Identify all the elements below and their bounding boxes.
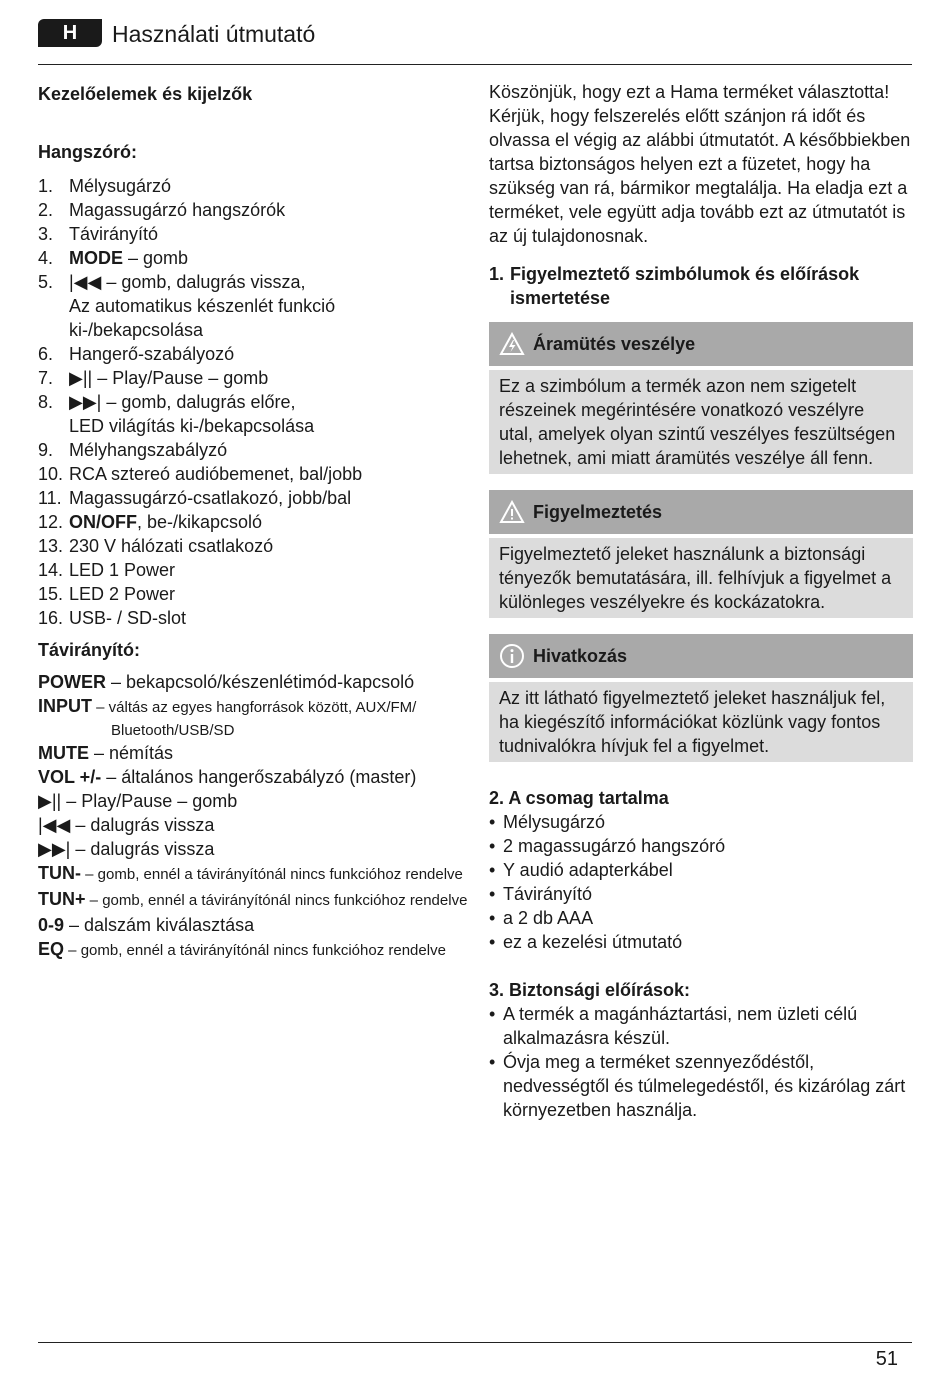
safety-list bbox=[489, 1002, 913, 1122]
button-name: TUN+ bbox=[38, 889, 86, 909]
bullet-icon: • bbox=[489, 908, 496, 928]
list-item bbox=[38, 813, 468, 837]
bullet-icon: • bbox=[489, 1004, 496, 1024]
button-name: INPUT bbox=[38, 696, 92, 716]
list-item bbox=[38, 270, 468, 342]
item-label: |◀◀ – gomb, dalugrás vissza, bbox=[69, 272, 306, 292]
list-item bbox=[38, 462, 468, 486]
bullet-icon: • bbox=[489, 860, 496, 880]
button-name: EQ bbox=[38, 939, 65, 959]
item-text bbox=[69, 198, 468, 222]
list-item bbox=[38, 558, 468, 582]
item-text bbox=[69, 366, 468, 390]
button-description: – dalszám kiválasztása bbox=[64, 915, 255, 935]
list-item-text: ez a kezelési útmutató bbox=[503, 932, 683, 952]
warning-boxes bbox=[489, 322, 913, 762]
item-text bbox=[69, 270, 468, 342]
list-item-text: a 2 db AAA bbox=[503, 908, 594, 928]
item-number: 13. bbox=[38, 536, 64, 556]
list-item bbox=[38, 390, 468, 438]
item-number: 16. bbox=[38, 608, 64, 628]
electric-shock-icon bbox=[499, 332, 533, 356]
button-name: TUN- bbox=[38, 863, 81, 883]
bullet-icon: • bbox=[489, 812, 496, 832]
list-item bbox=[489, 930, 913, 954]
item-text bbox=[69, 582, 468, 606]
item-label-line2: LED világítás ki-/bekapcsolása bbox=[69, 416, 315, 436]
item-label: ▶▶| – gomb, dalugrás előre, bbox=[69, 392, 296, 412]
remote-buttons-list bbox=[38, 670, 468, 963]
item-bold-label: ON/OFF bbox=[69, 512, 137, 532]
button-description-line2: Bluetooth/USB/SD bbox=[111, 722, 235, 739]
symbol-box bbox=[489, 322, 913, 474]
item-number: 5. bbox=[38, 272, 54, 292]
left-column bbox=[38, 80, 468, 963]
page-number: 51 bbox=[875, 1348, 898, 1370]
section1-heading bbox=[489, 262, 913, 310]
item-text bbox=[69, 534, 468, 558]
symbol-box-text: Az itt látható figyelmeztető jeleket használjuk fel, ha kiegészítő információkat közlünk vagy fontos tudnivalókra hívjuk fel a figyelmet. bbox=[489, 682, 913, 762]
symbol-box-title: Figyelmeztetés bbox=[533, 501, 663, 522]
warning-icon bbox=[499, 500, 533, 524]
item-text bbox=[69, 486, 468, 510]
item-label: LED 1 Power bbox=[69, 560, 176, 580]
symbol-box-text: Figyelmeztető jeleket használunk a biztonsági tényezők bemutatására, ill. felhívjuk a figyelmet a különleges veszélyekre és kockázatokra. bbox=[489, 538, 913, 618]
bullet-icon: • bbox=[489, 884, 496, 904]
item-label: Távirányító bbox=[69, 224, 159, 244]
button-description: ▶▶| – dalugrás vissza bbox=[38, 839, 215, 859]
symbol-box-title: Hivatkozás bbox=[533, 645, 628, 666]
speaker-parts-list bbox=[38, 174, 468, 630]
list-item bbox=[38, 534, 468, 558]
item-number: 8. bbox=[38, 392, 54, 412]
item-number: 14. bbox=[38, 560, 64, 580]
page-header bbox=[38, 18, 912, 65]
button-description: ▶|| – Play/Pause – gomb bbox=[38, 791, 238, 811]
item-label: Mélyhangszabályzó bbox=[69, 440, 228, 460]
symbol-box bbox=[489, 490, 913, 618]
section1-title: Figyelmeztető szimbólumok és előírások ismertetése bbox=[510, 264, 860, 308]
list-item bbox=[38, 741, 468, 765]
list-item bbox=[38, 366, 468, 390]
list-item bbox=[38, 198, 468, 222]
item-number: 3. bbox=[38, 224, 54, 244]
button-description: – bekapcsoló/készenlétimód-kapcsoló bbox=[106, 672, 415, 692]
item-number: 6. bbox=[38, 344, 54, 364]
list-item-text: Mélysugárzó bbox=[503, 812, 606, 832]
item-label: ▶|| – Play/Pause – gomb bbox=[69, 368, 269, 388]
button-description: – gomb, ennél a távirányítónál nincs funkcióhoz rendelve bbox=[85, 892, 468, 909]
item-label: RCA sztereó audióbemenet, bal/jobb bbox=[69, 464, 363, 484]
list-item bbox=[489, 906, 913, 930]
list-item bbox=[38, 765, 468, 789]
list-item bbox=[38, 174, 468, 198]
list-item bbox=[38, 789, 468, 813]
list-item bbox=[489, 834, 913, 858]
list-item-text: 2 magassugárzó hangszóró bbox=[503, 836, 726, 856]
item-text bbox=[69, 246, 468, 270]
button-description: – gomb, ennél a távirányítónál nincs funkcióhoz rendelve bbox=[64, 942, 446, 959]
button-name: MUTE bbox=[38, 743, 89, 763]
package-contents-list bbox=[489, 810, 913, 954]
controls-heading: Kezelőelemek és kijelzők bbox=[38, 84, 253, 104]
list-item-text: A termék a magánháztartási, nem üzleti célú alkalmazásra készül. bbox=[503, 1004, 858, 1048]
section3-title: 3. Biztonsági előírások: bbox=[489, 980, 691, 1000]
item-text bbox=[69, 222, 468, 246]
item-text bbox=[69, 438, 468, 462]
remote-heading: Távirányító: bbox=[38, 640, 141, 660]
list-item bbox=[489, 1050, 913, 1122]
button-name: 0-9 bbox=[38, 915, 65, 935]
language-badge: H bbox=[38, 19, 102, 47]
button-description: – gomb, ennél a távirányítónál nincs funkcióhoz rendelve bbox=[81, 866, 463, 883]
list-item-text: Y audió adapterkábel bbox=[503, 860, 673, 880]
list-item bbox=[38, 438, 468, 462]
list-item bbox=[38, 937, 468, 963]
symbol-box-header bbox=[489, 490, 913, 534]
bullet-icon: • bbox=[489, 1052, 496, 1072]
item-number: 2. bbox=[38, 200, 54, 220]
section1-number: 1. bbox=[489, 264, 505, 284]
list-item bbox=[489, 882, 913, 906]
list-item bbox=[38, 222, 468, 246]
item-number: 10. bbox=[38, 464, 64, 484]
item-number: 12. bbox=[38, 512, 64, 532]
item-label: Hangerő-szabályozó bbox=[69, 344, 235, 364]
symbol-box bbox=[489, 634, 913, 762]
item-number: 15. bbox=[38, 584, 64, 604]
info-icon bbox=[499, 643, 533, 669]
symbol-box-header bbox=[489, 634, 913, 678]
item-number: 9. bbox=[38, 440, 54, 460]
list-item bbox=[38, 246, 468, 270]
item-label: Magassugárzó-csatlakozó, jobb/bal bbox=[69, 488, 352, 508]
item-label: Magassugárzó hangszórók bbox=[69, 200, 286, 220]
list-item-text: Óvja meg a terméket szennyeződéstől, nedvességtől és túlmelegedéstől, és kizárólag zárt környezetben használja. bbox=[503, 1052, 906, 1120]
speaker-heading: Hangszóró: bbox=[38, 142, 137, 162]
section2-title: 2. A csomag tartalma bbox=[489, 788, 669, 808]
list-item bbox=[38, 913, 468, 937]
item-text bbox=[69, 174, 468, 198]
list-item bbox=[38, 670, 468, 694]
list-item bbox=[38, 582, 468, 606]
item-label: – gomb bbox=[123, 248, 189, 268]
button-description: – váltás az egyes hangforrások között, AUX/FM/ bbox=[92, 699, 417, 716]
list-item bbox=[38, 342, 468, 366]
bullet-icon: • bbox=[489, 932, 496, 952]
bullet-icon: • bbox=[489, 836, 496, 856]
item-label-line2: Az automatikus készenlét funkció ki-/bekapcsolása bbox=[69, 296, 336, 340]
list-item bbox=[489, 810, 913, 834]
item-number: 1. bbox=[38, 176, 54, 196]
item-label: LED 2 Power bbox=[69, 584, 176, 604]
intro-paragraph: Köszönjük, hogy ezt a Hama terméket választotta! Kérjük, hogy felszerelés előtt szánjon rá időt és olvassa el végig az alábbi útmutatót. A későbbiekben tartsa biztonságos helyen ezt a füzetet, hogy ha szükség van rá, bármikor megtalálja. Ha eladja ezt a terméket, vele együtt adja tovább ezt az útmutatót is az új tulajdonosnak. bbox=[489, 82, 911, 246]
item-text bbox=[69, 342, 468, 366]
item-text bbox=[69, 510, 468, 534]
list-item bbox=[38, 837, 468, 861]
item-number: 7. bbox=[38, 368, 54, 388]
symbol-box-header bbox=[489, 322, 913, 366]
list-item bbox=[38, 861, 468, 887]
list-item-text: Távirányító bbox=[503, 884, 593, 904]
list-item bbox=[38, 606, 468, 630]
footer-divider bbox=[38, 1342, 912, 1343]
item-label: USB- / SD-slot bbox=[69, 608, 187, 628]
list-item bbox=[38, 486, 468, 510]
symbol-box-text: Ez a szimbólum a termék azon nem szigetelt részeinek megérintésére vonatkozó veszélyre utal, amelyek olyan szintű veszélyes feszültségen lehetnek, ami miatt áramütés veszélye áll fenn. bbox=[489, 370, 913, 474]
button-description: – némítás bbox=[89, 743, 174, 763]
list-item bbox=[38, 887, 468, 913]
list-item bbox=[489, 1002, 913, 1050]
item-text bbox=[69, 558, 468, 582]
list-item bbox=[489, 858, 913, 882]
symbol-box-title: Áramütés veszélye bbox=[533, 333, 696, 354]
item-number: 11. bbox=[38, 488, 62, 508]
item-text bbox=[69, 606, 468, 630]
button-name: VOL +/- bbox=[38, 767, 102, 787]
list-item bbox=[38, 510, 468, 534]
right-column bbox=[489, 80, 913, 1122]
item-label: Mélysugárzó bbox=[69, 176, 172, 196]
button-name: POWER bbox=[38, 672, 107, 692]
button-description: – általános hangerőszabályzó (master) bbox=[101, 767, 417, 787]
item-bold-label: MODE bbox=[69, 248, 123, 268]
item-text bbox=[69, 390, 468, 438]
document-title: Használati útmutató bbox=[112, 21, 316, 47]
button-description: |◀◀ – dalugrás vissza bbox=[38, 815, 215, 835]
item-text bbox=[69, 462, 468, 486]
item-number: 4. bbox=[38, 248, 54, 268]
item-label: 230 V hálózati csatlakozó bbox=[69, 536, 274, 556]
list-item bbox=[38, 694, 468, 741]
item-label: , be-/kikapcsoló bbox=[137, 512, 263, 532]
